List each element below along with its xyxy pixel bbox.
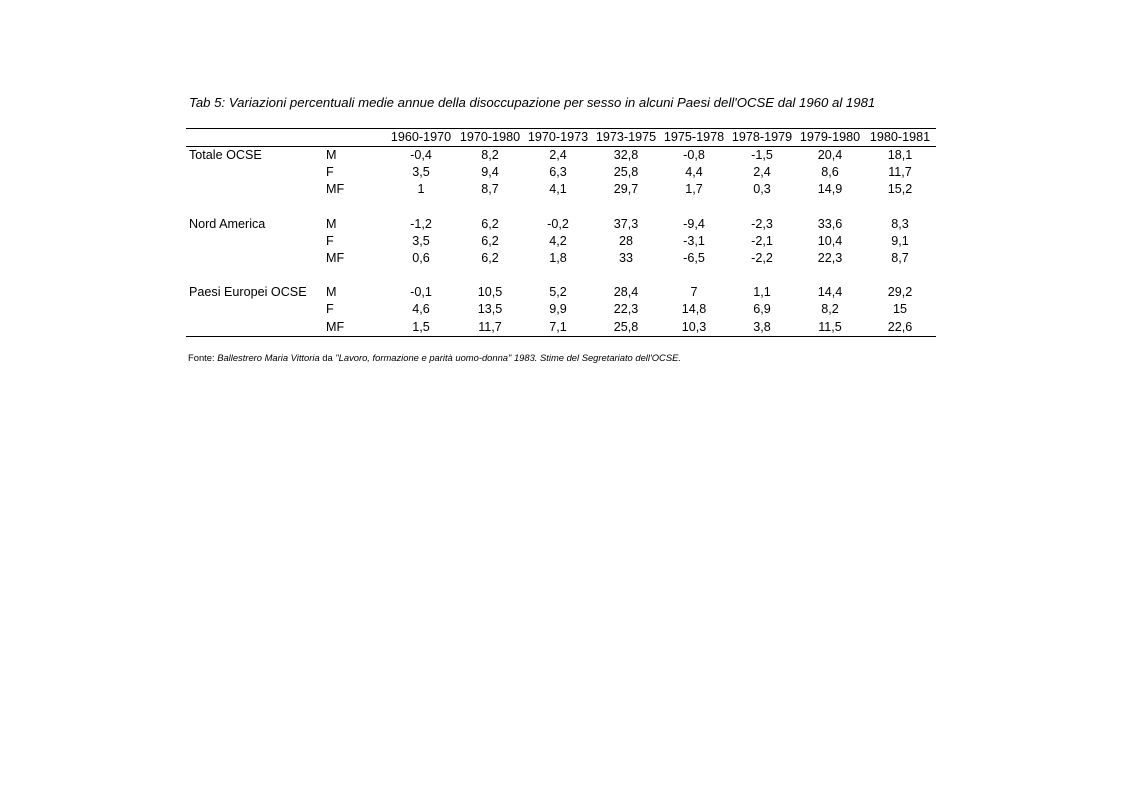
value-cell: -1,5 xyxy=(751,148,773,162)
value-cell: 22,6 xyxy=(864,319,936,337)
sex-label: M xyxy=(326,285,337,300)
value-cell: 8,6 xyxy=(821,165,839,180)
header-region xyxy=(186,129,316,147)
table-row xyxy=(186,284,936,301)
region-label: Totale OCSE xyxy=(189,148,262,162)
region-label xyxy=(186,233,316,250)
value-cell: 0,3 xyxy=(753,182,771,197)
value-cell: 15,2 xyxy=(887,182,913,197)
value-cell: 33 xyxy=(618,251,633,266)
sex-label: MF xyxy=(326,251,345,266)
header-period: 1970-1973 xyxy=(524,129,592,147)
header-period: 1979-1980 xyxy=(796,129,864,147)
header-period: 1970-1980 xyxy=(456,129,524,147)
table-row xyxy=(186,216,936,233)
table-body xyxy=(186,147,936,337)
value-cell: 4,4 xyxy=(685,165,703,180)
value-cell: 5,2 xyxy=(549,285,567,300)
value-cell: -6,5 xyxy=(683,251,705,266)
value-cell: 14,4 xyxy=(817,285,843,300)
region-label: Paesi Europei OCSE xyxy=(189,285,307,300)
value-cell: 4,6 xyxy=(412,302,430,317)
value-cell: 29,7 xyxy=(613,182,639,197)
sex-label: MF xyxy=(316,319,386,337)
sex-label: F xyxy=(326,302,334,317)
value-cell: 8,7 xyxy=(891,251,909,266)
header-period: 1978-1979 xyxy=(728,129,796,147)
region-label xyxy=(186,250,316,267)
header-period: 1973-1975 xyxy=(592,129,660,147)
footnote-prefix: Fonte: xyxy=(188,352,218,363)
value-cell: -3,1 xyxy=(683,233,705,248)
value-cell: 7,1 xyxy=(524,319,592,337)
header-period: 1980-1981 xyxy=(864,129,936,147)
value-cell: -0,8 xyxy=(683,148,705,162)
value-cell: 10,5 xyxy=(477,285,503,300)
sex-label: M xyxy=(326,216,337,231)
value-cell: 37,3 xyxy=(613,216,639,231)
value-cell: 14,8 xyxy=(681,302,707,317)
value-cell: -2,2 xyxy=(751,251,773,266)
value-cell: -0,4 xyxy=(410,148,432,162)
value-cell: 14,9 xyxy=(817,182,843,197)
footnote-source: "Lavoro, formazione e parità uomo-donna" 1983. Stime del Segretariato dell'OCSE. xyxy=(335,352,681,363)
table-row xyxy=(186,301,936,318)
value-cell: -2,3 xyxy=(751,216,773,231)
value-cell: -0,1 xyxy=(410,285,432,300)
value-cell: -9,4 xyxy=(683,216,705,231)
value-cell: 32,8 xyxy=(613,148,639,162)
value-cell: 1,1 xyxy=(753,285,771,300)
value-cell: 29,2 xyxy=(887,285,913,300)
table-row xyxy=(186,233,936,250)
sex-label: F xyxy=(326,233,334,248)
sex-label: F xyxy=(326,165,334,180)
value-cell: 8,7 xyxy=(481,182,499,197)
value-cell: 25,8 xyxy=(613,165,639,180)
value-cell: 9,4 xyxy=(481,165,499,180)
value-cell: 22,3 xyxy=(817,251,843,266)
value-cell: 2,4 xyxy=(549,148,567,162)
value-cell: 22,3 xyxy=(613,302,639,317)
table-row xyxy=(186,147,936,165)
value-cell: 1,7 xyxy=(685,182,703,197)
region-label xyxy=(186,164,316,181)
source-footnote xyxy=(188,352,681,363)
value-cell: 2,4 xyxy=(753,165,771,180)
value-cell: 10,3 xyxy=(660,319,728,337)
header-sex xyxy=(316,129,386,147)
value-cell: 8,2 xyxy=(821,302,839,317)
value-cell: 4,2 xyxy=(549,233,567,248)
value-cell: -1,2 xyxy=(410,216,432,231)
sex-label: MF xyxy=(326,182,345,197)
value-cell: 6,2 xyxy=(481,216,499,231)
value-cell: 6,2 xyxy=(481,251,499,266)
value-cell: 33,6 xyxy=(817,216,843,231)
sex-label: M xyxy=(326,148,337,162)
value-cell: 18,1 xyxy=(887,148,913,162)
value-cell: 8,2 xyxy=(481,148,499,162)
value-cell: 6,9 xyxy=(753,302,771,317)
region-label xyxy=(186,181,316,198)
table-header-row xyxy=(186,129,936,147)
header-period: 1975-1978 xyxy=(660,129,728,147)
value-cell: 6,3 xyxy=(549,165,567,180)
footnote-author: Ballestrero Maria Vittoria xyxy=(217,352,320,363)
table-row xyxy=(186,164,936,181)
value-cell: 11,7 xyxy=(456,319,524,337)
value-cell: 8,3 xyxy=(891,216,909,231)
value-cell: 20,4 xyxy=(817,148,843,162)
value-cell: 1,5 xyxy=(386,319,456,337)
value-cell: 13,5 xyxy=(477,302,503,317)
value-cell: 28,4 xyxy=(613,285,639,300)
header-period: 1960-1970 xyxy=(386,129,456,147)
region-label: Nord America xyxy=(189,216,266,231)
value-cell: 9,1 xyxy=(891,233,909,248)
table-title: Tab 5: Variazioni percentuali medie annue della disoccupazione per sesso in alcuni Paesi dell'OCSE dal 1960 al 1981 xyxy=(189,95,876,110)
value-cell: 15 xyxy=(892,302,907,317)
value-cell: -0,2 xyxy=(547,216,569,231)
value-cell: 10,4 xyxy=(817,233,843,248)
group-spacer xyxy=(186,267,936,284)
value-cell: 6,2 xyxy=(481,233,499,248)
value-cell: 25,8 xyxy=(592,319,660,337)
region-label xyxy=(186,319,316,337)
region-label xyxy=(186,301,316,318)
group-spacer xyxy=(186,199,936,216)
value-cell: 0,6 xyxy=(412,251,430,266)
value-cell: 9,9 xyxy=(549,302,567,317)
value-cell: 28 xyxy=(618,233,633,248)
value-cell: -2,1 xyxy=(751,233,773,248)
table-row xyxy=(186,319,936,337)
table-row xyxy=(186,250,936,267)
value-cell: 11,7 xyxy=(888,165,912,180)
table-row xyxy=(186,181,936,198)
value-cell: 3,8 xyxy=(728,319,796,337)
value-cell: 1 xyxy=(417,182,425,197)
unemployment-table xyxy=(186,128,936,337)
value-cell: 3,5 xyxy=(412,233,430,248)
value-cell: 7 xyxy=(690,285,698,300)
value-cell: 3,5 xyxy=(412,165,430,180)
footnote-mid: da xyxy=(319,352,336,363)
value-cell: 4,1 xyxy=(549,182,567,197)
value-cell: 1,8 xyxy=(549,251,567,266)
value-cell: 11,5 xyxy=(796,319,864,337)
